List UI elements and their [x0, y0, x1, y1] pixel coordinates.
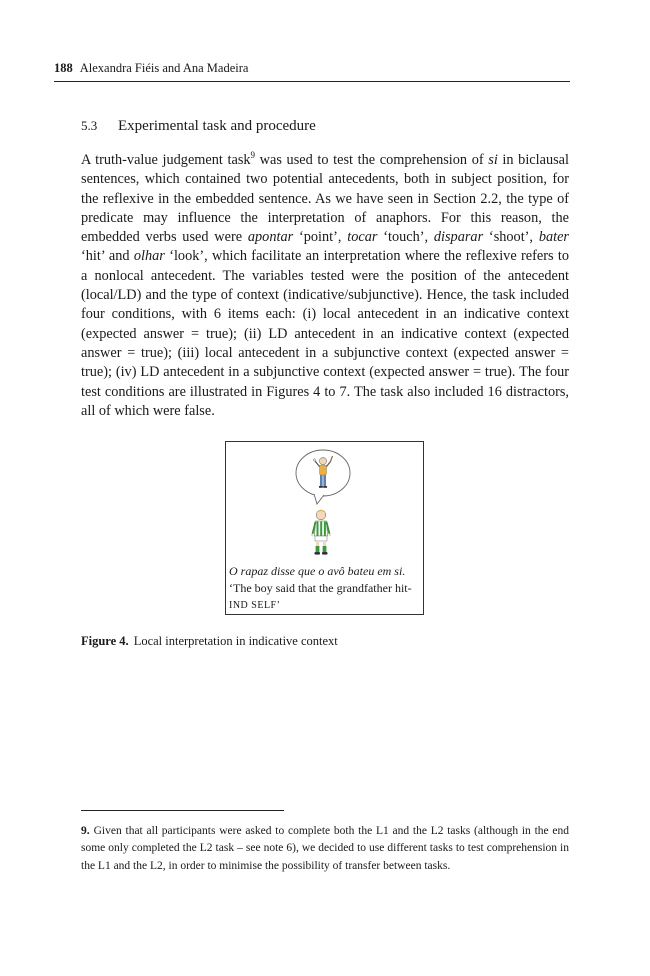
- figure-gloss-line-1: ‘The boy said that the grandfather hit-: [229, 581, 412, 595]
- figure-sentence-pt: O rapaz disse que o avô bateu em si.: [229, 564, 406, 578]
- footnote: [81, 823, 569, 875]
- body-text-segment: ‘look’, which facilitate an interpretation where the reflexive refers to a nonlocal antecedent. The variables tested were the position of the antecedent (local/LD) and the type of context (indicative/subjunctive). Hence, the task included four conditions, with 6 items each: (i) local antecedent in an indicative context (expected answer = true); (ii) LD antecedent in an indicative context (expected answer = true); (iii) local antecedent in a subjunctive context (expected answer = true); (iv) LD antecedent in a subjunctive context (expected answer = true). The four test conditions are illustrated in Figures 4 to 7. The task also included 16 distractors, all of which were false.: [81, 248, 569, 419]
- running-head-authors: Alexandra Fiéis and Ana Madeira: [79, 61, 249, 75]
- gloss: ‘shoot’,: [483, 229, 539, 246]
- body-text-segment: was used to test the comprehension of: [255, 152, 489, 168]
- boy-figure-icon: [311, 510, 331, 555]
- verb-example: tocar: [347, 229, 378, 246]
- footnote-number: 9.: [81, 825, 90, 837]
- gloss: ‘point’,: [293, 229, 348, 246]
- section-heading: [81, 116, 316, 136]
- figure-gloss-line-2: IND SELF’: [229, 600, 281, 611]
- gloss: ‘hit’ and: [81, 248, 134, 265]
- verb-example: olhar: [133, 248, 165, 265]
- page-number: 188: [54, 61, 73, 75]
- figure-caption: [81, 633, 338, 650]
- figure-label: Figure 4.: [81, 634, 129, 648]
- section-number: 5.3: [81, 118, 98, 133]
- running-head: [54, 60, 570, 76]
- verb-example: disparar: [433, 229, 484, 246]
- body-paragraph: [81, 151, 569, 421]
- body-text-segment: A truth-value judgement task: [81, 152, 251, 168]
- figure-caption-text: Local interpretation in indicative context: [133, 634, 338, 648]
- verb-example: bater: [538, 229, 569, 246]
- term-si: si: [488, 152, 498, 168]
- section-title: Experimental task and procedure: [118, 118, 316, 134]
- gloss: ‘touch’,: [377, 229, 434, 246]
- verb-example: apontar: [247, 229, 294, 246]
- header-rule: [54, 81, 570, 82]
- footnote-text: Given that all participants were asked to complete both the L1 and the L2 tasks (although in the end some only completed the L2 task – see note 6), we decided to use different tasks to test comprehension in the L1 and the L2, in order to minimise the possibility of transfer between tasks.: [81, 825, 569, 872]
- figure-4-box: [225, 441, 424, 615]
- figure-illustration: [288, 446, 358, 564]
- footnote-rule: [81, 810, 284, 811]
- body-text-segment: in biclausal sentences, which contained two potential antecedents, both in subject position, for the reflexive in the embedded sentence. As we have seen in Section 2.2, the type of predicate may influence the interpretation of anaphors. For this reason, the embedded verbs used were: [81, 152, 569, 246]
- footnote-reference[interactable]: 9: [250, 150, 256, 160]
